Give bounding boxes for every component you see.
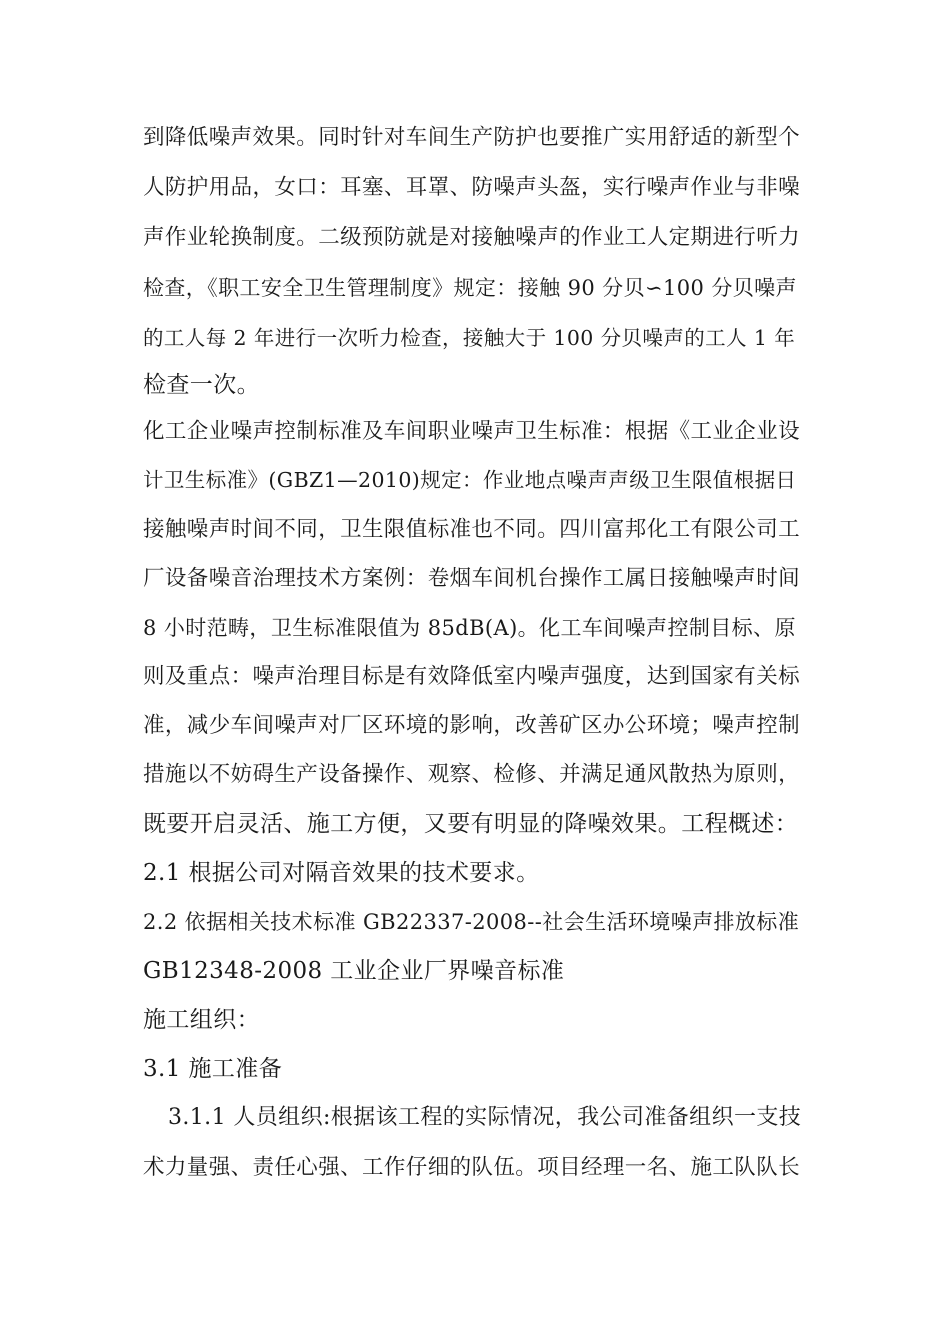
text-line: 3.1.1 人员组织:根据该工程的实际情况，我公司准备组织一支技 — [168, 1105, 802, 1130]
text-line: 8 小时范畴，卫生标准限值为 85dB(A)。化工车间噪声控制目标、原 — [143, 616, 796, 640]
text-line: 检查一次。 — [143, 372, 260, 398]
text-line: 声作业轮换制度。二级预防就是对接触噪声的作业工人定期进行听力 — [143, 225, 801, 250]
text-line: 术力量强、责任心强、工作仔细的队伍。项目经理一名、施工队队长 — [143, 1155, 801, 1180]
text-line: GB12348-2008 工业企业厂界噪音标准 — [143, 958, 565, 984]
text-line: 计卫生标准》(GBZ1—2010)规定：作业地点噪声声级卫生限值根据日 — [143, 468, 797, 492]
text-line: 2.1 根据公司对隔音效果的技术要求。 — [143, 860, 540, 886]
subsection-heading: 3.1 施工准备 — [143, 1056, 283, 1082]
text-line: 检查，《职工安全卫生管理制度》规定：接触 90 分贝∽100 分贝噪声 — [143, 276, 797, 300]
text-line: 准，减少车间噪声对厂区环境的影响，改善矿区办公环境；噪声控制 — [143, 713, 801, 738]
text-line: 化工企业噪声控制标准及车间职业噪声卫生标准：根据《工业企业设 — [143, 419, 801, 444]
text-line: 厂设备噪音治理技术方案例：卷烟车间机台操作工属日接触噪声时间 — [143, 566, 801, 591]
text-line: 人防护用品，女口：耳塞、耳罩、防噪声头盔，实行噪声作业与非噪 — [143, 175, 801, 200]
text-line: 到降低噪声效果。同时针对车间生产防护也要推广实用舒适的新型个 — [143, 125, 801, 150]
text-line: 的工人每 2 年进行一次听力检查，接触大于 100 分贝噪声的工人 1 年 — [143, 326, 796, 350]
text-line: 既要开启灵活、施工方便，又要有明显的降噪效果。工程概述： — [143, 811, 799, 837]
text-line: 2.2 依据相关技术标准 GB22337-2008--社会生活环境噪声排放标准 — [143, 910, 800, 934]
text-line: 则及重点：噪声治理目标是有效降低室内噪声强度，达到国家有关标 — [143, 664, 801, 689]
text-line: 接触噪声时间不同，卫生限值标准也不同。四川富邦化工有限公司工 — [143, 517, 801, 542]
text-line: 措施以不妨碍生产设备操作、观察、检修、并满足通风散热为原则， — [143, 762, 801, 787]
section-heading: 施工组织： — [143, 1007, 260, 1033]
